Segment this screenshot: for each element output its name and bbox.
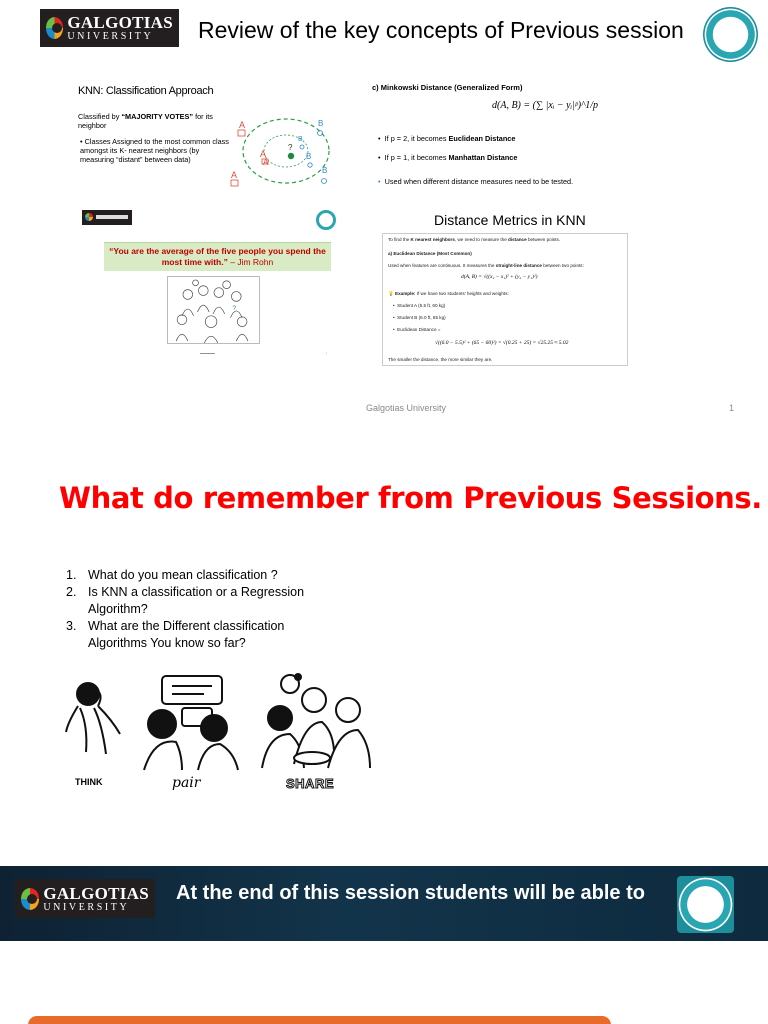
- think-label: THINK: [75, 777, 103, 787]
- knn-line1: Classified by “MAJORITY VOTES” for its neighbor: [78, 112, 213, 131]
- list-item: 1. What do you mean classification ?: [66, 568, 278, 582]
- class-a-label: A: [263, 158, 269, 167]
- pair-figure: [144, 676, 238, 770]
- crowd-sketch: [167, 276, 260, 344]
- slide-footer: Galgotias University: [366, 403, 447, 413]
- knn-heading: KNN: Classification Approach: [78, 85, 214, 97]
- share-label: SHARE: [286, 776, 335, 791]
- class-a-label: A: [231, 170, 238, 180]
- objectives-title: At the end of this session students will be able to: [176, 882, 645, 904]
- minkowski-heading: c) Minkowski Distance (Generalized Form): [372, 83, 523, 92]
- think-figure: [66, 683, 120, 754]
- knn-diagram: [228, 113, 338, 189]
- question-list: [66, 567, 326, 652]
- slide-page-number: 1: [729, 403, 735, 413]
- class-b-label: B: [306, 152, 312, 161]
- minkowski-bullet-3: • Used when different distance measures need to be tested.: [378, 177, 574, 186]
- list-item: 2. Is KNN a classification or a Regression Algorithm?: [66, 585, 305, 616]
- share-figure: [262, 674, 370, 768]
- query-label: ?: [288, 143, 293, 152]
- class-b-label: B: [322, 166, 328, 175]
- class-b-label: B: [298, 136, 303, 143]
- list-item: 3. What are the Different classification Algorithms You know so far?: [66, 619, 285, 650]
- logo-name: GALGOTIAS: [67, 13, 173, 32]
- quote-box: “You are the average of the five people you spend the most time with.” – Jim Rohn: [104, 242, 331, 271]
- thumb-pagenum: ▪: [326, 351, 328, 355]
- distance-metrics-title: Distance Metrics in KNN: [434, 212, 586, 228]
- euclidean-formula: d(A, B) = √((x₂ − x₁)² + (y₂ − y₁)²): [461, 274, 538, 280]
- recall-title: What do remember from Previous Sessions.: [59, 481, 762, 515]
- minkowski-bullet-2: • If p = 1, it becomes Manhattan Distance: [378, 153, 518, 162]
- accreditation-badge-icon: [677, 876, 734, 933]
- logo-name: GALGOTIAS: [43, 883, 149, 903]
- pair-label: pair: [172, 775, 201, 791]
- svg-text:?: ?: [232, 305, 237, 312]
- class-a-label: A: [239, 120, 246, 130]
- university-logo: [40, 9, 179, 47]
- class-a-label: A: [260, 149, 267, 159]
- distance-metrics-card: To find the K nearest neighbors, we need to measure the distance between points. a) Euclidean Distance (Most Common) Used when features are continuous. It measures the straight-line distance between two points: d(A, B) = √((x₂ − x₁)² + (y₂ − y₁)²) 💡 Example: If we have two students' heights and weights: • Student A (5.5 ft, 60 kg) • Student B (6.0 ft, 65 kg) • Euclidean Distance = √((6.0 − 5.5)² + (65 − 60)²) = √(0.25 + 25) = √25.25 ≈ 5.02 The smaller the distance, the more similar they are.: [382, 233, 628, 366]
- galgotias-g-icon: [21, 888, 39, 910]
- query-point: [288, 153, 294, 159]
- slide-title: Review of the key concepts of Previous session: [198, 17, 684, 43]
- accreditation-badge-icon: [703, 7, 758, 62]
- logo-subname: UNIVERSITY: [67, 31, 154, 42]
- mini-badge-icon: [316, 210, 336, 230]
- class-b-label: B: [318, 119, 324, 128]
- objectives-bar: [28, 1016, 611, 1024]
- university-logo: [15, 879, 155, 918]
- galgotias-g-icon: [46, 17, 63, 39]
- minkowski-formula: d(A, B) = (∑ |xᵢ − yᵢ|ᵖ)^1/p: [492, 100, 599, 111]
- knn-bullet: • Classes Assigned to the most common class amongst its K- nearest neighbors (by measuring “distant” between data): [80, 137, 229, 165]
- minkowski-bullet-1: • If p = 2, it becomes Euclidean Distance: [378, 134, 516, 143]
- neighbor-circle: [243, 119, 329, 183]
- mini-university-logo: [82, 210, 132, 225]
- logo-subname: UNIVERSITY: [43, 901, 130, 913]
- example-formula: √((6.0 − 5.5)² + (65 − 60)²) = √(0.25 + 25) = √25.25 ≈ 5.02: [435, 340, 569, 346]
- thumb-footer: ▬▬▬▬▬: [200, 351, 215, 355]
